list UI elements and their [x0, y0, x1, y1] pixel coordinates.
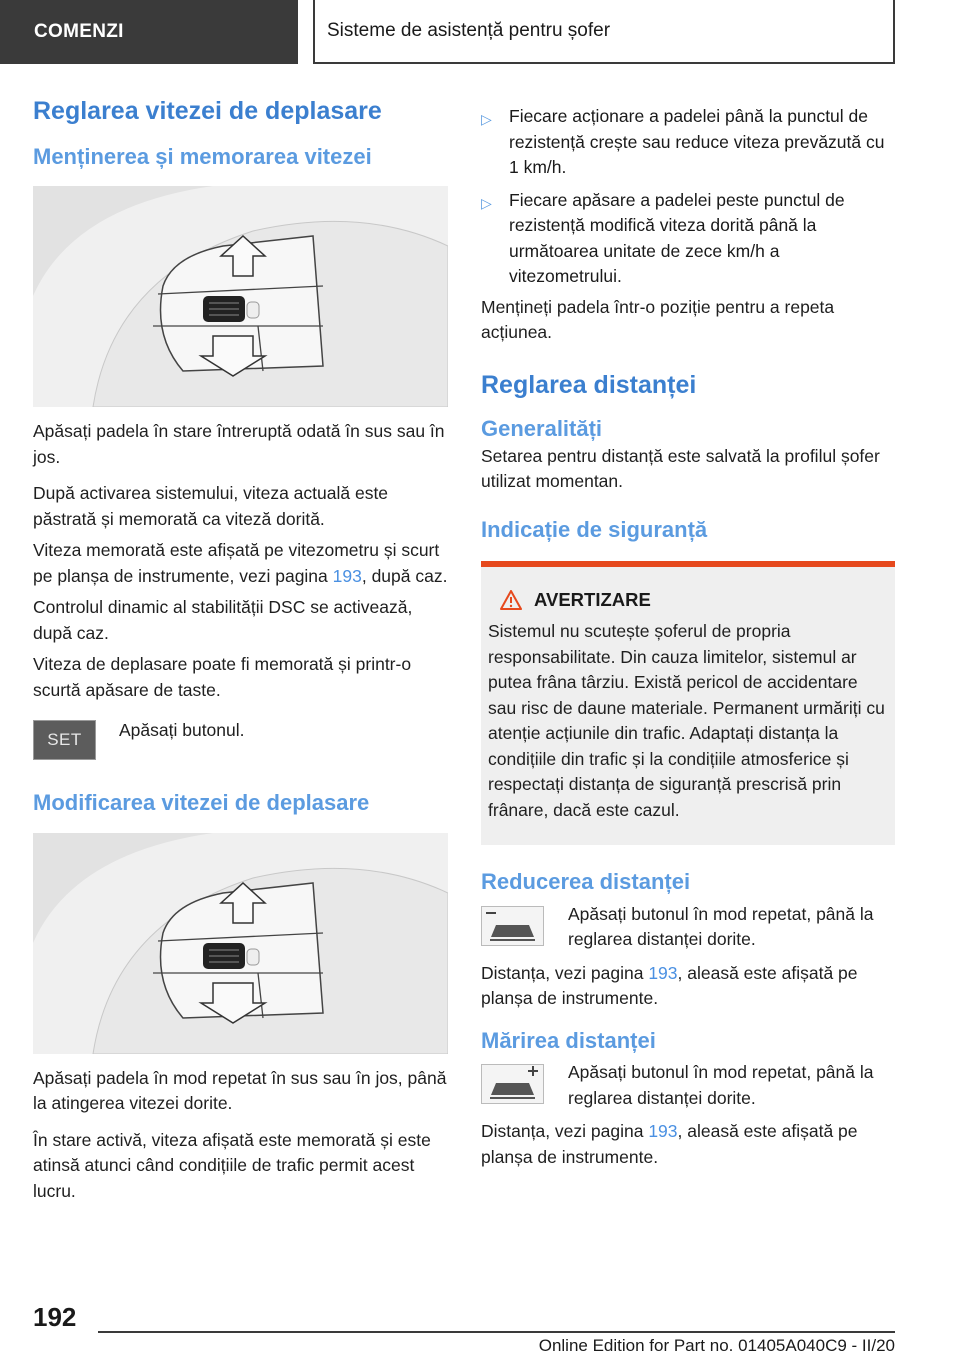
warning-title-row [488, 589, 887, 611]
edition-note: Online Edition for Part no. 01405A040C9 - II/20 [538, 1336, 895, 1355]
text-hold-paddle: Mențineți padela într-o poziție pentru a repeta acțiunea. [481, 296, 835, 342]
section-title: COMENZI [34, 21, 124, 42]
chapter-title: Sisteme de asistență pentru șofer [327, 20, 611, 41]
triangle-bullet-icon: ▷ [481, 194, 492, 211]
text-distance-shown-2: Distanța, vezi pagina 193, aleasă este afișată pe planșa de instrumente. [481, 1121, 858, 1167]
text-distance-shown-1: Distanța, vezi pagina 193, aleasă este afișată pe planșa de instrumente. [481, 962, 858, 1009]
steering-wheel-rocker-image [33, 186, 448, 407]
set-button-row [33, 720, 448, 760]
warning-triangle-icon [500, 590, 522, 610]
text-dsc: Controlul dinamic al stabilității DSC se activează, după caz. [33, 597, 413, 643]
footer-divider [98, 1331, 895, 1333]
heading-speed-regulation: Reglarea vitezei de deplasare [33, 97, 382, 125]
right-column [481, 104, 895, 1170]
text-press-repeatedly: Apăsați padela în mod repetat în sus sau în jos, până la atingerea vitezei dorite. [33, 1067, 447, 1114]
text-reduce-distance: Apăsați butonul în mod repetat, până la reglarea distanței dorite. [568, 903, 874, 950]
chapter-tab [313, 0, 895, 64]
distance-plus-icon [482, 1065, 543, 1103]
text-short-press: Viteza de deplasare poate fi memorată și printr-o scurtă apăsare de taste. [33, 654, 412, 700]
reduce-distance-row [481, 903, 895, 953]
text-press-paddle: Apăsați padela în stare întreruptă odată în sus sau în jos. [33, 421, 445, 467]
increase-distance-row [481, 1064, 895, 1111]
heading-distance-regulation: Reglarea distanței [481, 370, 697, 399]
bullet-item: ▷ Fiecare apăsare a padelei peste punctul de rezistență modifică viteza dorită până la următoarea unitate de zece km/h a vitezometrului. [481, 189, 845, 286]
set-button-label: SET [47, 730, 82, 750]
section-tab [0, 0, 298, 64]
steering-wheel-illustration-2 [33, 833, 448, 1054]
page-link-193[interactable]: 193 [332, 565, 362, 586]
set-button-icon [33, 720, 96, 760]
page-link-193[interactable]: 193 [648, 962, 678, 983]
text-memorized-speed: Viteza memorată este afișată pe vitezometru și scurt pe planșa de instrumente, vezi pagina 193, după caz. [33, 540, 448, 586]
left-column [33, 96, 448, 1204]
text-increase-distance: Apăsați butonul în mod repetat, până la reglarea distanței dorite. [568, 1062, 874, 1108]
triangle-bullet-icon: ▷ [481, 111, 492, 127]
warning-title: AVERTIZARE [534, 589, 651, 611]
heading-change-speed: Modificarea vitezei de deplasare [33, 790, 370, 816]
warning-box [481, 561, 895, 845]
bullet-list [481, 104, 895, 290]
heading-reduce-distance: Reducerea distanței [481, 869, 691, 895]
heading-increase-distance: Mărirea distanței [481, 1027, 656, 1053]
heading-maintain-speed: Menținerea și memorarea vitezei [33, 144, 372, 169]
distance-decrease-button-icon [481, 906, 544, 946]
heading-general: Generalități [481, 415, 603, 441]
warning-text: Sistemul nu scutește șoferul de propria responsabilitate. Din cauza limitelor, sistemul ar putea frâna târziu. Există pericol de accidentare sau risc de daune materiale. Permanent urmăriți cu atenție acțiunile din trafic. Adaptați distanța la condițiile din trafic și la condițiile atmosferice și respectați distanța de siguranță prescrisă prin frânare, dacă este cazul. [488, 621, 885, 820]
steering-wheel-rocker-image-2 [33, 833, 448, 1054]
heading-safety-note: Indicație de siguranță [481, 516, 708, 542]
distance-minus-icon [482, 907, 543, 945]
text-after-activation: După activarea sistemului, viteza actuală este păstrată și memorată ca viteză dorită. [33, 483, 389, 529]
distance-increase-button-icon [481, 1064, 544, 1104]
bullet-item: ▷ Fiecare acționare a padelei până la punctul de rezistență crește sau reduce viteza prevăzută cu 1 km/h. [481, 106, 885, 177]
text-press-button: Apăsați butonul. [119, 720, 245, 741]
text-active-state: În stare activă, viteza afișată este memorată și este atinsă atunci când condițiile de trafic permit acest lucru. [33, 1129, 431, 1201]
page-number: 192 [33, 1302, 77, 1332]
page-link-193[interactable]: 193 [648, 1121, 678, 1142]
steering-wheel-illustration-1 [33, 186, 448, 407]
text-distance-saved: Setarea pentru distanță este salvată la profilul șofer utilizat momentan. [481, 445, 880, 492]
